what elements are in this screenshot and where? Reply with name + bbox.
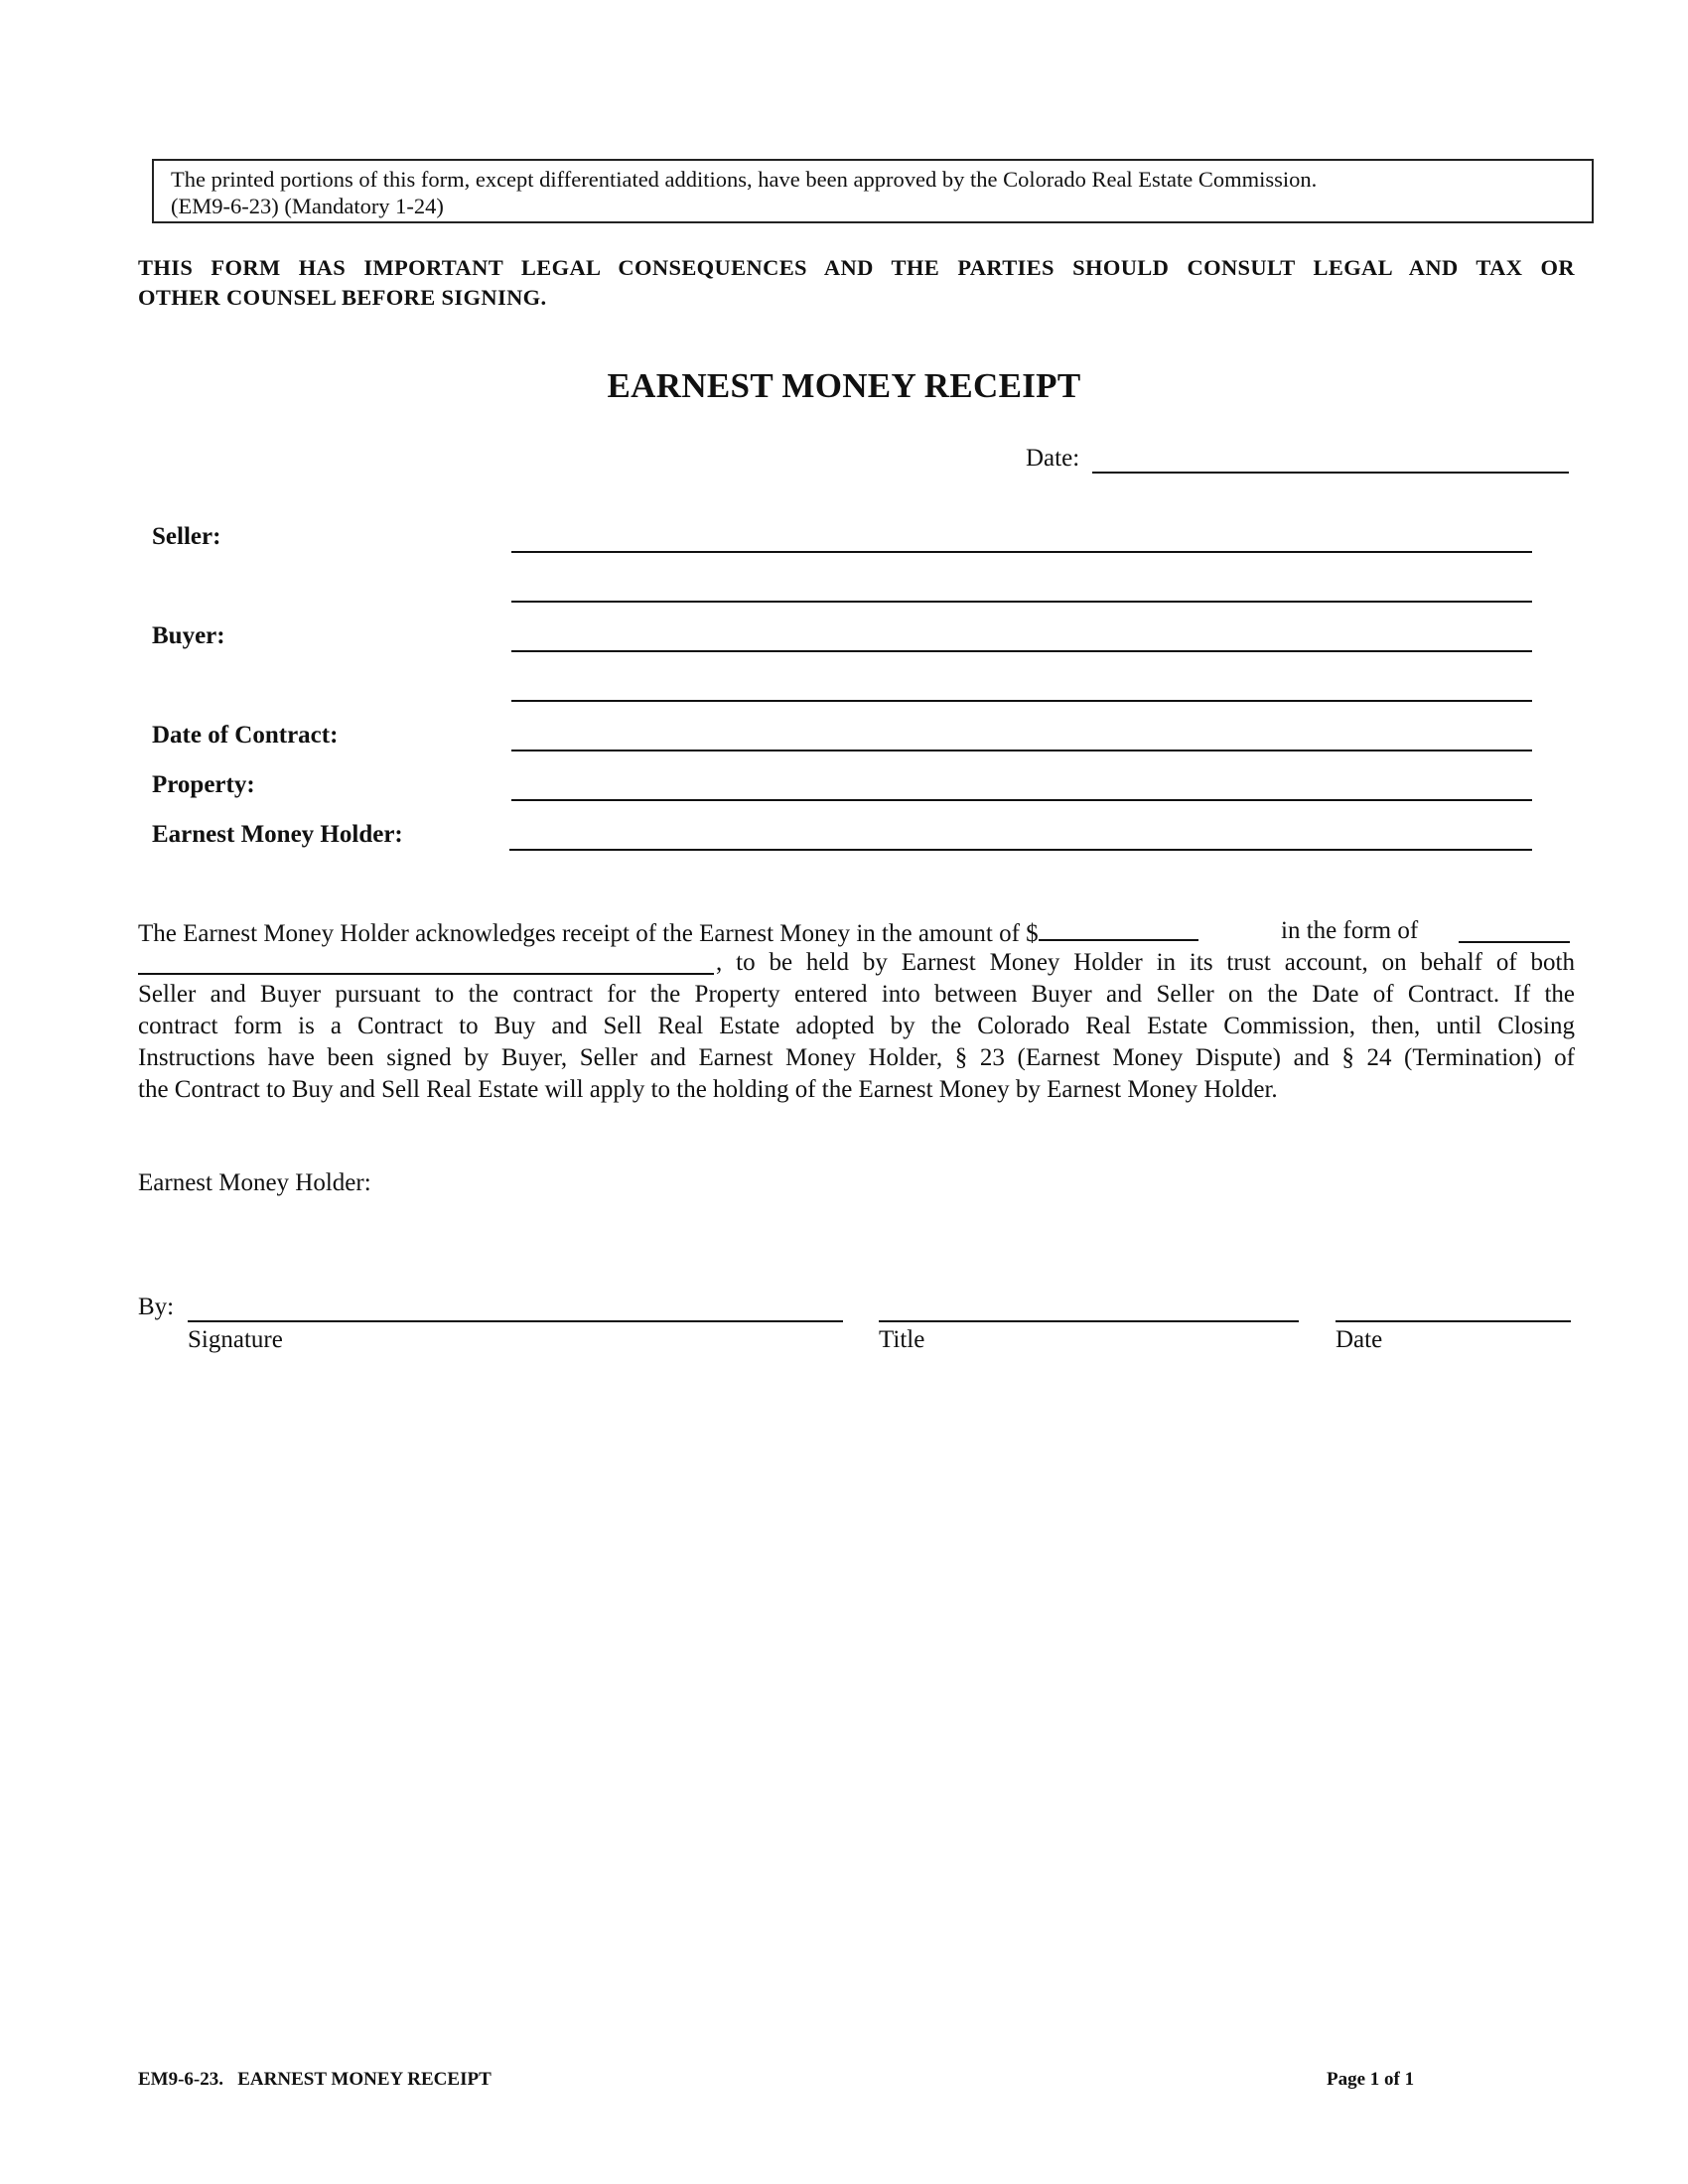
buyer-label: Buyer:	[152, 622, 225, 649]
date-caption: Date	[1336, 1326, 1383, 1353]
legal-warning	[138, 253, 1575, 313]
property-blank[interactable]	[511, 799, 1532, 801]
by-label: By:	[138, 1294, 175, 1320]
footer-page-number: Page 1 of 1	[1327, 2069, 1415, 2090]
property-label: Property:	[152, 771, 255, 798]
paragraph-line1-a: The Earnest Money Holder acknowledges receipt of the Earnest Money in the amount of $	[138, 920, 1039, 947]
date-of-contract-blank[interactable]	[511, 750, 1532, 751]
form-of-blank[interactable]	[1459, 941, 1570, 943]
date-blank[interactable]	[1092, 472, 1569, 474]
seller-label: Seller:	[152, 523, 221, 550]
approval-notice-box	[152, 159, 1594, 223]
buyer-blank-1[interactable]	[511, 650, 1532, 652]
sign-date-blank[interactable]	[1336, 1320, 1571, 1322]
paragraph-line2: , to be held by Earnest Money Holder in its trust account, on behalf of both	[716, 949, 1575, 976]
paragraph-line3: Seller and Buyer pursuant to the contract for the Property entered into between Buyer and Seller on the Date of Contract. If the	[138, 981, 1575, 1008]
signature-caption: Signature	[188, 1326, 283, 1353]
form-version-text: (EM9-6-23) (Mandatory 1-24)	[171, 194, 444, 218]
seller-blank-1[interactable]	[511, 551, 1532, 553]
amount-blank[interactable]	[1039, 915, 1198, 941]
earnest-money-holder-blank[interactable]	[509, 849, 1532, 851]
holder-label: Earnest Money Holder:	[138, 1169, 371, 1196]
paragraph-line1-b: in the form of	[1281, 917, 1419, 944]
form-of-blank-continued[interactable]	[138, 973, 714, 975]
legal-warning-line1: THIS FORM HAS IMPORTANT LEGAL CONSEQUENCES AND THE PARTIES SHOULD CONSULT LEGAL AND TAX OR	[138, 255, 1575, 280]
title-blank[interactable]	[879, 1320, 1299, 1322]
earnest-money-holder-label: Earnest Money Holder:	[152, 821, 403, 848]
paragraph-line4: contract form is a Contract to Buy and Sell Real Estate adopted by the Colorado Real Estate Commission, then, until Closing	[138, 1013, 1575, 1039]
paragraph-line6: the Contract to Buy and Sell Real Estate will apply to the holding of the Earnest Money by Earnest Money Holder.	[138, 1076, 1278, 1103]
legal-warning-line2: OTHER COUNSEL BEFORE SIGNING.	[138, 285, 547, 310]
buyer-blank-2[interactable]	[511, 700, 1532, 702]
seller-blank-2[interactable]	[511, 601, 1532, 603]
receipt-paragraph	[138, 915, 1575, 1106]
date-label: Date:	[1026, 445, 1080, 472]
title-caption: Title	[879, 1326, 925, 1353]
approval-notice-text: The printed portions of this form, except differentiated additions, have been approved by the Colorado Real Estate Commission.	[171, 167, 1318, 192]
footer-form-id: EM9-6-23. EARNEST MONEY RECEIPT	[138, 2069, 492, 2090]
date-of-contract-label: Date of Contract:	[152, 722, 339, 749]
paragraph-line5: Instructions have been signed by Buyer, Seller and Earnest Money Holder, § 23 (Earnest Money Dispute) and § 24 (Termination) of	[138, 1044, 1575, 1071]
document-title: EARNEST MONEY RECEIPT	[607, 366, 1081, 405]
signature-blank[interactable]	[188, 1320, 843, 1322]
